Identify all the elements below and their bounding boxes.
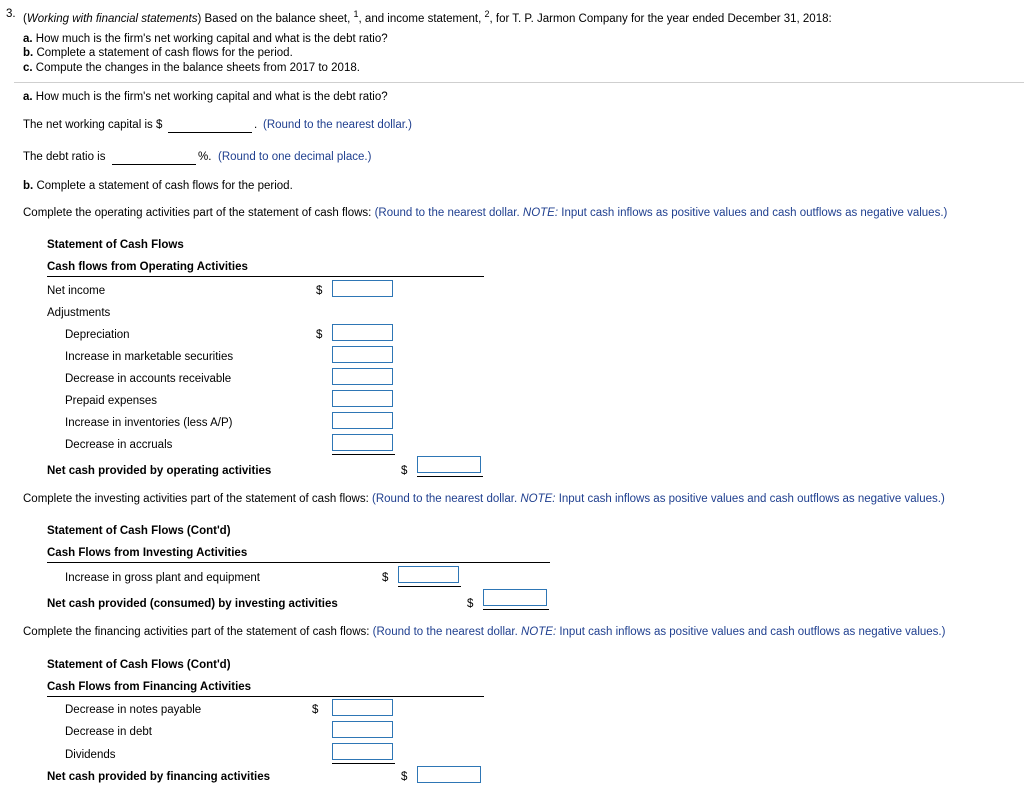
investing-total-double-rule bbox=[483, 609, 549, 610]
financing-header-rule bbox=[47, 696, 484, 697]
investing-header-rule bbox=[47, 562, 550, 563]
operating-total-input[interactable] bbox=[417, 456, 481, 473]
currency-sign: $ bbox=[467, 598, 474, 610]
investing-title: Statement of Cash Flows (Cont'd) bbox=[47, 525, 231, 537]
investing-section-header: Cash Flows from Investing Activities bbox=[47, 547, 248, 559]
balance-sheet-link[interactable]: 1 bbox=[353, 9, 359, 19]
part-list-a: a. How much is the firm's net working capital and what is the debt ratio? bbox=[23, 33, 388, 45]
debt-ratio-input[interactable] bbox=[112, 164, 196, 165]
debt-input[interactable] bbox=[332, 721, 393, 738]
currency-sign: $ bbox=[312, 704, 319, 716]
prepaid-expenses-input[interactable] bbox=[332, 390, 393, 407]
question-topic: Working with financial statements bbox=[26, 12, 198, 25]
investing-total-input[interactable] bbox=[483, 589, 547, 606]
intro-text-3: , for T. P. Jarmon Company for the year ended December 31, 2018: bbox=[489, 12, 832, 25]
nwc-suffix: . bbox=[254, 119, 258, 131]
notes-payable-input[interactable] bbox=[332, 699, 393, 716]
accounts-receivable-label: Decrease in accounts receivable bbox=[65, 373, 232, 385]
question-intro: (Working with financial statements) Based on the balance sheet, $^1$, and income statement, $^2$, for T. P. Jarmon Company for the year ended December 31, 2018: bbox=[23, 9, 832, 25]
intro-text-1: Based on the balance sheet, bbox=[204, 12, 351, 25]
inventories-label: Increase in inventories (less A/P) bbox=[65, 417, 233, 429]
marketable-securities-input[interactable] bbox=[332, 346, 393, 363]
investing-total-label: Net cash provided (consumed) by investing activities bbox=[47, 598, 338, 610]
financing-section-header: Cash Flows from Financing Activities bbox=[47, 681, 252, 693]
financing-total-label: Net cash provided by financing activities bbox=[47, 771, 271, 783]
part-list-b: b. Complete a statement of cash flows for the period. bbox=[23, 47, 293, 59]
gross-plant-label: Increase in gross plant and equipment bbox=[65, 572, 260, 584]
debt-ratio-hint: (Round to one decimal place.) bbox=[218, 151, 372, 163]
currency-sign: $ bbox=[316, 329, 323, 341]
currency-sign: $ bbox=[316, 285, 323, 297]
inventories-input[interactable] bbox=[332, 412, 393, 429]
financing-subtotal-rule bbox=[332, 763, 395, 764]
nwc-hint: (Round to the nearest dollar.) bbox=[263, 119, 412, 131]
adjustments-label: Adjustments bbox=[47, 307, 111, 319]
debt-ratio-prefix: The debt ratio is bbox=[23, 151, 106, 163]
marketable-securities-label: Increase in marketable securities bbox=[65, 351, 234, 363]
nwc-input[interactable] bbox=[168, 132, 252, 133]
debt-ratio-suffix: %. bbox=[198, 151, 212, 163]
notes-payable-label: Decrease in notes payable bbox=[65, 704, 202, 716]
depreciation-label: Depreciation bbox=[65, 329, 130, 341]
financing-title: Statement of Cash Flows (Cont'd) bbox=[47, 659, 231, 671]
operating-section-header: Cash flows from Operating Activities bbox=[47, 261, 248, 273]
prepaid-expenses-label: Prepaid expenses bbox=[65, 395, 158, 407]
depreciation-input[interactable] bbox=[332, 324, 393, 341]
gross-plant-input[interactable] bbox=[398, 566, 459, 583]
part-list-c: c. Compute the changes in the balance sheets from 2017 to 2018. bbox=[23, 62, 360, 74]
accruals-label: Decrease in accruals bbox=[65, 439, 173, 451]
income-statement-link[interactable]: 2 bbox=[484, 9, 490, 19]
operating-title: Statement of Cash Flows bbox=[47, 239, 184, 251]
investing-instruction: Complete the investing activities part of the statement of cash flows: (Round to the nearest dollar. NOTE: Input cash inflows as positive values and cash outflows as negative values.) bbox=[23, 493, 945, 505]
operating-header-rule bbox=[47, 276, 484, 277]
operating-total-label: Net cash provided by operating activities bbox=[47, 465, 272, 477]
currency-sign: $ bbox=[382, 572, 389, 584]
financing-instruction: Complete the financing activities part of the statement of cash flows: (Round to the nearest dollar. NOTE: Input cash inflows as positive values and cash outflows as negative values.) bbox=[23, 626, 946, 638]
net-income-label: Net income bbox=[47, 285, 106, 297]
debt-label: Decrease in debt bbox=[65, 726, 152, 738]
currency-sign: $ bbox=[401, 465, 408, 477]
dividends-input[interactable] bbox=[332, 743, 393, 760]
intro-text-2: , and income statement, bbox=[358, 12, 482, 25]
accounts-receivable-input[interactable] bbox=[332, 368, 393, 385]
operating-instruction: Complete the operating activities part of the statement of cash flows: (Round to the nearest dollar. NOTE: Input cash inflows as positive values and cash outflows as negative values.) bbox=[23, 207, 948, 219]
operating-total-double-rule bbox=[417, 476, 483, 477]
question-number: 3. bbox=[6, 8, 16, 20]
accruals-input[interactable] bbox=[332, 434, 393, 451]
nwc-prefix: The net working capital is $ bbox=[23, 119, 163, 131]
financing-total-input[interactable] bbox=[417, 766, 481, 783]
dividends-label: Dividends bbox=[65, 749, 116, 761]
section-divider bbox=[14, 82, 1024, 83]
part-a-heading: a. How much is the firm's net working capital and what is the debt ratio? bbox=[23, 91, 388, 103]
currency-sign: $ bbox=[401, 771, 408, 783]
net-income-input[interactable] bbox=[332, 280, 393, 297]
part-b-heading: b. Complete a statement of cash flows for the period. bbox=[23, 180, 293, 192]
investing-subtotal-rule bbox=[398, 586, 461, 587]
operating-subtotal-rule bbox=[332, 454, 395, 455]
